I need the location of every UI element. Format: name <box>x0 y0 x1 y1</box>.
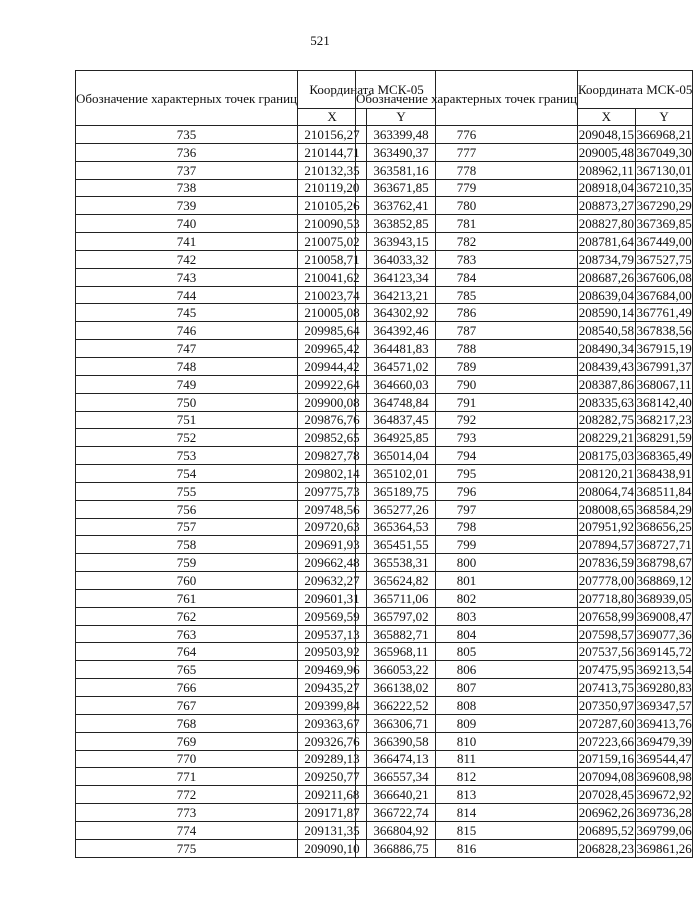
coord-y: 368869,12 <box>636 573 692 589</box>
point-number: 757 <box>76 518 298 536</box>
coord-x: 207159,16 <box>578 751 634 767</box>
coord-y: 369544,47 <box>636 751 692 767</box>
header-point-label: Обозначение характерных точек границ <box>356 71 578 126</box>
point-number: 799 <box>356 536 578 554</box>
coord-x: 209691,93 <box>298 536 367 554</box>
coord-x: 209363,67 <box>298 714 367 732</box>
point-number: 755 <box>76 482 298 500</box>
coord-x: 208827,80 <box>578 216 634 232</box>
point-number: 807 <box>356 679 578 697</box>
coord-y: 368939,05 <box>636 590 692 606</box>
table-row <box>356 821 693 839</box>
coord-x: 207598,57 <box>578 626 634 642</box>
coord-y: 367684,00 <box>636 287 692 303</box>
table-row <box>356 500 693 518</box>
coord-y: 367606,08 <box>636 269 692 285</box>
coord-y: 367761,49 <box>636 305 692 321</box>
coord-x: 210058,71 <box>298 250 367 268</box>
coord-y: 364033,32 <box>367 250 436 268</box>
coord-x: 209048,15 <box>578 126 634 142</box>
coord-y: 365624,82 <box>367 572 436 590</box>
header-coordinate-title: Координата МСК-05 <box>578 71 693 109</box>
point-number: 759 <box>76 554 298 572</box>
coord-x: 208590,14 <box>578 305 634 321</box>
point-number: 744 <box>76 286 298 304</box>
coord-x: 207413,75 <box>578 680 634 696</box>
coord-y: 369413,76 <box>636 715 692 731</box>
coord-x: 208175,03 <box>578 448 634 464</box>
coord-y: 368798,67 <box>636 555 692 571</box>
table-row <box>356 161 693 179</box>
point-number: 792 <box>356 411 578 429</box>
header-x: X <box>578 108 636 125</box>
coordinates-table-right <box>355 70 693 858</box>
point-number: 773 <box>76 804 298 822</box>
coord-x: 208540,58 <box>578 323 634 339</box>
coord-y: 366390,58 <box>367 732 436 750</box>
coord-x: 209775,73 <box>298 482 367 500</box>
coord-x: 210132,35 <box>298 161 367 179</box>
coord-y: 367130,01 <box>636 162 692 178</box>
point-number: 776 <box>356 126 578 144</box>
table-row <box>356 554 693 572</box>
point-number: 767 <box>76 697 298 715</box>
coord-y: 365277,26 <box>367 500 436 518</box>
coord-y: 363581,16 <box>367 161 436 179</box>
coord-x: 208120,21 <box>578 465 634 481</box>
point-number: 769 <box>76 732 298 750</box>
table-row <box>356 482 693 500</box>
point-number: 791 <box>356 393 578 411</box>
point-number: 790 <box>356 375 578 393</box>
table-row <box>356 233 693 251</box>
coord-x: 209900,08 <box>298 393 367 411</box>
coord-y: 369008,47 <box>636 608 692 624</box>
coord-y: 365014,04 <box>367 447 436 465</box>
coord-y: 366804,92 <box>367 821 436 839</box>
coord-x: 208282,75 <box>578 412 634 428</box>
coord-y: 364213,21 <box>367 286 436 304</box>
coord-x: 209399,84 <box>298 697 367 715</box>
coord-x: 209250,77 <box>298 768 367 786</box>
coord-x: 210156,27 <box>298 126 367 144</box>
table-row <box>356 304 693 322</box>
coord-y: 368291,59 <box>636 430 692 446</box>
coord-x: 210119,20 <box>298 179 367 197</box>
point-number: 810 <box>356 732 578 750</box>
coord-y: 368438,91 <box>636 465 692 481</box>
point-number: 806 <box>356 661 578 679</box>
coord-y: 368727,71 <box>636 537 692 553</box>
coord-y: 367915,19 <box>636 341 692 357</box>
coord-x: 208918,04 <box>578 180 634 196</box>
point-number: 801 <box>356 572 578 590</box>
table-row <box>356 714 693 732</box>
coord-x: 208734,79 <box>578 251 634 267</box>
coord-y: 369861,26 <box>636 840 692 856</box>
coord-x: 207951,92 <box>578 519 634 535</box>
table-row <box>356 536 693 554</box>
point-number: 798 <box>356 518 578 536</box>
coord-y: 364571,02 <box>367 357 436 375</box>
point-number: 814 <box>356 804 578 822</box>
coord-y: 368511,84 <box>636 483 692 499</box>
coord-x: 209944,42 <box>298 357 367 375</box>
coord-y: 366222,52 <box>367 697 436 715</box>
point-number: 771 <box>76 768 298 786</box>
table-row <box>356 732 693 750</box>
coord-y: 369479,39 <box>636 733 692 749</box>
coord-x: 209469,96 <box>298 661 367 679</box>
coord-y: 363490,37 <box>367 143 436 161</box>
coord-y: 366557,34 <box>367 768 436 786</box>
table-row <box>356 250 693 268</box>
coord-y: 368142,40 <box>636 394 692 410</box>
point-number: 787 <box>356 322 578 340</box>
coord-x: 207475,95 <box>578 662 634 678</box>
coord-y: 366053,22 <box>367 661 436 679</box>
point-number: 762 <box>76 607 298 625</box>
coord-y: 364748,84 <box>367 393 436 411</box>
point-number: 766 <box>76 679 298 697</box>
table-row <box>356 179 693 197</box>
point-number: 805 <box>356 643 578 661</box>
point-number: 809 <box>356 714 578 732</box>
point-number: 753 <box>76 447 298 465</box>
table-row <box>356 375 693 393</box>
point-number: 735 <box>76 126 298 144</box>
table-row <box>356 839 693 857</box>
coord-y: 367838,56 <box>636 323 692 339</box>
coord-y: 367449,00 <box>636 233 692 249</box>
coord-x: 207350,97 <box>578 697 634 713</box>
coord-y: 367210,35 <box>636 180 692 196</box>
coord-x: 210005,08 <box>298 304 367 322</box>
table-row <box>356 625 693 643</box>
coord-x: 209171,87 <box>298 804 367 822</box>
coord-x: 206828,23 <box>578 840 634 856</box>
table-row <box>356 268 693 286</box>
table-row <box>356 143 693 161</box>
coord-y: 364660,03 <box>367 375 436 393</box>
coord-x: 208639,04 <box>578 287 634 303</box>
coord-x: 207537,56 <box>578 644 634 660</box>
coord-x: 209211,68 <box>298 786 367 804</box>
coord-x: 209852,65 <box>298 429 367 447</box>
header-x: X <box>298 108 367 125</box>
point-number: 739 <box>76 197 298 215</box>
coord-y: 363852,85 <box>367 215 436 233</box>
coord-x: 209569,59 <box>298 607 367 625</box>
point-number: 761 <box>76 589 298 607</box>
point-number: 765 <box>76 661 298 679</box>
coord-x: 209632,27 <box>298 572 367 590</box>
coord-y: 368656,25 <box>636 519 692 535</box>
coord-y: 365102,01 <box>367 465 436 483</box>
coord-y: 368067,11 <box>636 376 692 392</box>
coord-x: 207894,57 <box>578 537 634 553</box>
coord-y: 365189,75 <box>367 482 436 500</box>
coord-x: 209131,35 <box>298 821 367 839</box>
table-row <box>356 661 693 679</box>
coord-y: 368584,29 <box>636 501 692 517</box>
table-row <box>356 322 693 340</box>
table-row <box>356 465 693 483</box>
coord-x: 209503,92 <box>298 643 367 661</box>
coord-y: 369145,72 <box>636 644 692 660</box>
coord-x: 207094,08 <box>578 769 634 785</box>
point-number: 749 <box>76 375 298 393</box>
coord-x: 210105,26 <box>298 197 367 215</box>
point-number: 777 <box>356 143 578 161</box>
coord-x: 207028,45 <box>578 787 634 803</box>
coord-x: 208229,21 <box>578 430 634 446</box>
coord-y: 367290,29 <box>636 198 692 214</box>
coord-y: 369672,92 <box>636 787 692 803</box>
coord-x: 208064,74 <box>578 483 634 499</box>
table-row <box>356 411 693 429</box>
point-number: 764 <box>76 643 298 661</box>
point-number: 745 <box>76 304 298 322</box>
coord-x: 206895,52 <box>578 822 634 838</box>
point-number: 802 <box>356 589 578 607</box>
table-row <box>356 447 693 465</box>
coord-x: 209802,14 <box>298 465 367 483</box>
coord-x: 210041,62 <box>298 268 367 286</box>
point-number: 743 <box>76 268 298 286</box>
coord-y: 365538,31 <box>367 554 436 572</box>
point-number: 748 <box>76 357 298 375</box>
coord-x: 209876,76 <box>298 411 367 429</box>
coord-y: 363399,48 <box>367 126 436 144</box>
table-row <box>356 215 693 233</box>
point-number: 783 <box>356 250 578 268</box>
coord-y: 367369,85 <box>636 216 692 232</box>
coord-x: 210075,02 <box>298 233 367 251</box>
coord-y: 363762,41 <box>367 197 436 215</box>
coord-y: 366474,13 <box>367 750 436 768</box>
table-row <box>356 393 693 411</box>
table-row <box>356 679 693 697</box>
coord-y: 365364,53 <box>367 518 436 536</box>
coord-x: 208387,86 <box>578 376 634 392</box>
point-number: 811 <box>356 750 578 768</box>
point-number: 803 <box>356 607 578 625</box>
coord-x: 207778,00 <box>578 573 634 589</box>
point-number: 741 <box>76 233 298 251</box>
header-point-label: Обозначение характерных точек границ <box>76 71 298 126</box>
point-number: 795 <box>356 465 578 483</box>
coord-x: 208335,63 <box>578 394 634 410</box>
point-number: 808 <box>356 697 578 715</box>
coord-x: 209326,76 <box>298 732 367 750</box>
coord-y: 365968,11 <box>367 643 436 661</box>
table-row <box>356 572 693 590</box>
point-number: 789 <box>356 357 578 375</box>
table-row <box>356 750 693 768</box>
coord-y: 369608,98 <box>636 769 692 785</box>
coord-x: 210023,74 <box>298 286 367 304</box>
coord-x: 209289,13 <box>298 750 367 768</box>
point-number: 778 <box>356 161 578 179</box>
header-y: Y <box>635 108 693 125</box>
point-number: 774 <box>76 821 298 839</box>
table-row <box>356 518 693 536</box>
coord-x: 208008,65 <box>578 501 634 517</box>
coord-x: 208687,26 <box>578 269 634 285</box>
point-number: 756 <box>76 500 298 518</box>
point-number: 812 <box>356 768 578 786</box>
coord-y: 364392,46 <box>367 322 436 340</box>
point-number: 760 <box>76 572 298 590</box>
coord-y: 366722,74 <box>367 804 436 822</box>
coord-x: 209090,10 <box>298 839 367 857</box>
coord-x: 209601,31 <box>298 589 367 607</box>
point-number: 752 <box>76 429 298 447</box>
point-number: 785 <box>356 286 578 304</box>
point-number: 763 <box>76 625 298 643</box>
point-number: 793 <box>356 429 578 447</box>
coord-y: 363943,15 <box>367 233 436 251</box>
coord-x: 209827,78 <box>298 447 367 465</box>
coord-y: 366640,21 <box>367 786 436 804</box>
coord-x: 209537,13 <box>298 625 367 643</box>
coord-x: 208962,11 <box>578 162 634 178</box>
coord-y: 365882,71 <box>367 625 436 643</box>
point-number: 815 <box>356 821 578 839</box>
coord-x: 206962,26 <box>578 804 634 820</box>
coord-y: 368365,49 <box>636 448 692 464</box>
coord-y: 369799,06 <box>636 822 692 838</box>
point-number: 804 <box>356 625 578 643</box>
point-number: 747 <box>76 340 298 358</box>
page-number: 521 <box>310 33 330 48</box>
table-row <box>356 429 693 447</box>
coord-x: 207223,66 <box>578 733 634 749</box>
coord-y: 366968,21 <box>636 126 692 142</box>
table-row <box>356 286 693 304</box>
table-row <box>356 786 693 804</box>
coord-x: 210144,71 <box>298 143 367 161</box>
coord-y: 369280,83 <box>636 680 692 696</box>
coord-x: 207836,59 <box>578 555 634 571</box>
point-number: 782 <box>356 233 578 251</box>
coord-y: 369213,54 <box>636 662 692 678</box>
coord-x: 209435,27 <box>298 679 367 697</box>
coord-x: 209985,64 <box>298 322 367 340</box>
coord-y: 365711,06 <box>367 589 436 607</box>
coord-y: 365451,55 <box>367 536 436 554</box>
coord-y: 366138,02 <box>367 679 436 697</box>
coord-y: 369347,57 <box>636 697 692 713</box>
point-number: 780 <box>356 197 578 215</box>
point-number: 784 <box>356 268 578 286</box>
point-number: 797 <box>356 500 578 518</box>
point-number: 737 <box>76 161 298 179</box>
point-number: 779 <box>356 179 578 197</box>
coord-y: 369077,36 <box>636 626 692 642</box>
coord-x: 208873,27 <box>578 198 634 214</box>
table-row <box>356 804 693 822</box>
coord-y: 366886,75 <box>367 839 436 857</box>
coord-y: 364837,45 <box>367 411 436 429</box>
coord-x: 209922,64 <box>298 375 367 393</box>
table-row <box>356 340 693 358</box>
header-y: Y <box>367 108 436 125</box>
table-row <box>356 197 693 215</box>
point-number: 758 <box>76 536 298 554</box>
point-number: 736 <box>76 143 298 161</box>
point-number: 742 <box>76 250 298 268</box>
coord-x: 209662,48 <box>298 554 367 572</box>
coord-y: 369736,28 <box>636 804 692 820</box>
coord-y: 363671,85 <box>367 179 436 197</box>
coord-x: 210090,53 <box>298 215 367 233</box>
point-number: 768 <box>76 714 298 732</box>
point-number: 775 <box>76 839 298 857</box>
coord-y: 366306,71 <box>367 714 436 732</box>
coord-y: 367049,30 <box>636 144 692 160</box>
coord-x: 208781,64 <box>578 233 634 249</box>
table-row <box>356 697 693 715</box>
point-number: 786 <box>356 304 578 322</box>
coord-y: 364123,34 <box>367 268 436 286</box>
table-row <box>356 589 693 607</box>
coord-x: 207287,60 <box>578 715 634 731</box>
point-number: 772 <box>76 786 298 804</box>
point-number: 750 <box>76 393 298 411</box>
point-number: 800 <box>356 554 578 572</box>
coord-x: 207718,80 <box>578 590 634 606</box>
coord-x: 209748,56 <box>298 500 367 518</box>
table-row <box>356 643 693 661</box>
point-number: 770 <box>76 750 298 768</box>
point-number: 794 <box>356 447 578 465</box>
point-number: 746 <box>76 322 298 340</box>
point-number: 813 <box>356 786 578 804</box>
coord-y: 364302,92 <box>367 304 436 322</box>
coord-y: 368217,23 <box>636 412 692 428</box>
point-number: 754 <box>76 465 298 483</box>
coord-x: 209965,42 <box>298 340 367 358</box>
coord-x: 207658,99 <box>578 608 634 624</box>
coord-y: 367527,75 <box>636 251 692 267</box>
header-coordinate-title: Координата МСК-05 <box>298 71 436 109</box>
coord-y: 364925,85 <box>367 429 436 447</box>
coord-x: 209005,48 <box>578 144 634 160</box>
coord-y: 365797,02 <box>367 607 436 625</box>
table-row <box>356 607 693 625</box>
coord-x: 209720,63 <box>298 518 367 536</box>
point-number: 788 <box>356 340 578 358</box>
point-number: 781 <box>356 215 578 233</box>
coord-x: 208439,43 <box>578 358 634 374</box>
coord-x: 208490,34 <box>578 341 634 357</box>
table-row <box>356 126 693 144</box>
table-row <box>356 768 693 786</box>
point-number: 751 <box>76 411 298 429</box>
table-row <box>356 357 693 375</box>
point-number: 740 <box>76 215 298 233</box>
coord-y: 367991,37 <box>636 358 692 374</box>
point-number: 738 <box>76 179 298 197</box>
point-number: 816 <box>356 839 578 857</box>
coord-y: 364481,83 <box>367 340 436 358</box>
point-number: 796 <box>356 482 578 500</box>
